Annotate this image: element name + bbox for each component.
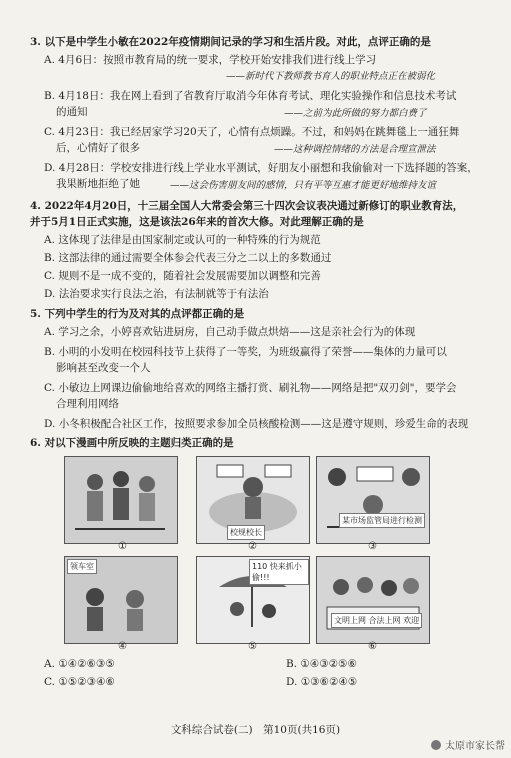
- comic-3-caption: 某市场监管局进行检测: [339, 513, 425, 528]
- comic-4-number: ④: [118, 641, 127, 652]
- q5-stem: 5. 下列中学生的行为及对其的点评都正确的是: [30, 308, 245, 320]
- comic-6-drawing: [317, 557, 429, 643]
- q4-stem-cont: 并于5月1日正式实施，这是该法26年来的首次大修。对此理解正确的是: [30, 216, 364, 228]
- comic-6-image: [316, 556, 430, 644]
- q3-stem: 3. 以下是中学生小敏在2022年疫情期间记录的学习和生活片段。对此，点评正确的是: [30, 36, 431, 48]
- q6-option-d: D. ①③⑥②④⑤: [286, 676, 358, 688]
- page-footer: 文科综合试卷(二) 第10页(共16页): [170, 724, 341, 736]
- q4-option-b: B. 这部法律的通过需要全体参会代表三分之二以上的多数通过: [44, 252, 332, 264]
- comic-2-caption: 校规校长: [227, 525, 265, 540]
- q4-option-a: A. 这体现了法律是由国家制定或认可的一种特殊的行为规范: [44, 234, 321, 246]
- q6-option-c: C. ①⑤②③④⑥: [44, 676, 115, 688]
- q5-option-a: A. 学习之余，小婷喜欢钻进厨房，自己动手做点烘焙——这是亲社会行为的体现: [44, 326, 416, 338]
- comic-3-drawing: [317, 457, 429, 543]
- wechat-icon: [431, 740, 441, 750]
- watermark-text: 太原市家长帮: [445, 741, 505, 752]
- q3-option-b: B. 4月18日：我在网上看到了省教育厅取消今年体育考试、理化实验操作和信息技术考试: [44, 90, 457, 102]
- q3-option-a: A. 4月6日：按照市教育局的统一要求，学校开始安排我们进行线上学习: [44, 54, 377, 66]
- q5-option-c: C. 小敏边上网课边偷偷地给喜欢的网络主播打赏、刷礼物——网络是把"双刃剑"，要学会: [44, 382, 457, 394]
- q4-option-d: D. 法治要求实行良法之治，有法制就等于有法治: [44, 288, 269, 300]
- comic-3-number: ③: [368, 541, 377, 552]
- q3-option-b-cont: 的通知: [56, 106, 88, 118]
- comic-4-caption: 领车室: [67, 559, 97, 574]
- comic-2-image: [196, 456, 310, 544]
- watermark: [431, 737, 505, 752]
- q3-option-b-comment: ——之前为此所做的努力都白费了: [284, 108, 427, 119]
- comic-5-image: [196, 556, 310, 644]
- q5-option-b: B. 小明的小发明在校园科技节上获得了一等奖，为班级赢得了荣誉——集体的力量可以: [44, 346, 447, 358]
- q3-option-a-comment: ——新时代下教师教书育人的职业特点正在被弱化: [226, 71, 436, 82]
- comic-2-number: ②: [248, 541, 257, 552]
- comic-4-image: [64, 556, 178, 644]
- q3-option-d-cont: 我果断地拒绝了她: [56, 178, 140, 190]
- q4-option-c: C. 规则不是一成不变的，随着社会发展需要加以调整和完善: [44, 270, 321, 282]
- q3-option-d-comment: ——这会伤害朋友间的感情，只有平等互惠才能更好地维持友谊: [170, 180, 437, 191]
- q3-option-c: C. 4月23日：我已经居家学习20天了，心情有点烦躁。不过，和妈妈在跳舞毯上一通狂舞: [44, 126, 460, 138]
- comic-1-drawing: [65, 457, 177, 543]
- q5-option-d: D. 小冬积极配合社区工作，按照要求参加全员核酸检测——这是遵守规则，珍爱生命的表现: [44, 418, 469, 430]
- comic-6-number: ⑥: [368, 641, 377, 652]
- q6-option-b: B. ①④③②⑤⑥: [286, 658, 357, 670]
- q5-option-b-cont: 影响甚至改变一个人: [56, 362, 151, 374]
- q3-option-c-comment: ——这种调控情绪的方法是合理宣泄法: [274, 144, 436, 155]
- q3-option-d: D. 4月28日：学校安排进行线上学业水平测试，好朋友小丽想和我偷偷对一下选择题的答案，: [44, 162, 478, 174]
- q4-stem: 4. 2022年4月20日，十三届全国人大常委会第三十四次会议表决通过新修订的职业教育法，: [30, 200, 464, 212]
- q5-option-c-cont: 合理利用网络: [56, 398, 119, 410]
- comic-5-number: ⑤: [248, 641, 257, 652]
- comic-5-caption: 110 快来抓小偷!!!: [249, 559, 309, 585]
- q6-option-a: A. ①④②⑥③⑤: [44, 658, 115, 670]
- q6-stem: 6. 对以下漫画中所反映的主题归类正确的是: [30, 437, 234, 449]
- comic-1-image: [64, 456, 178, 544]
- comic-3-image: [316, 456, 430, 544]
- comic-6-caption: 文明上网 合法上网 欢迎: [331, 613, 422, 628]
- q3-option-c-cont: 后，心情好了很多: [56, 142, 140, 154]
- comic-1-number: ①: [118, 541, 127, 552]
